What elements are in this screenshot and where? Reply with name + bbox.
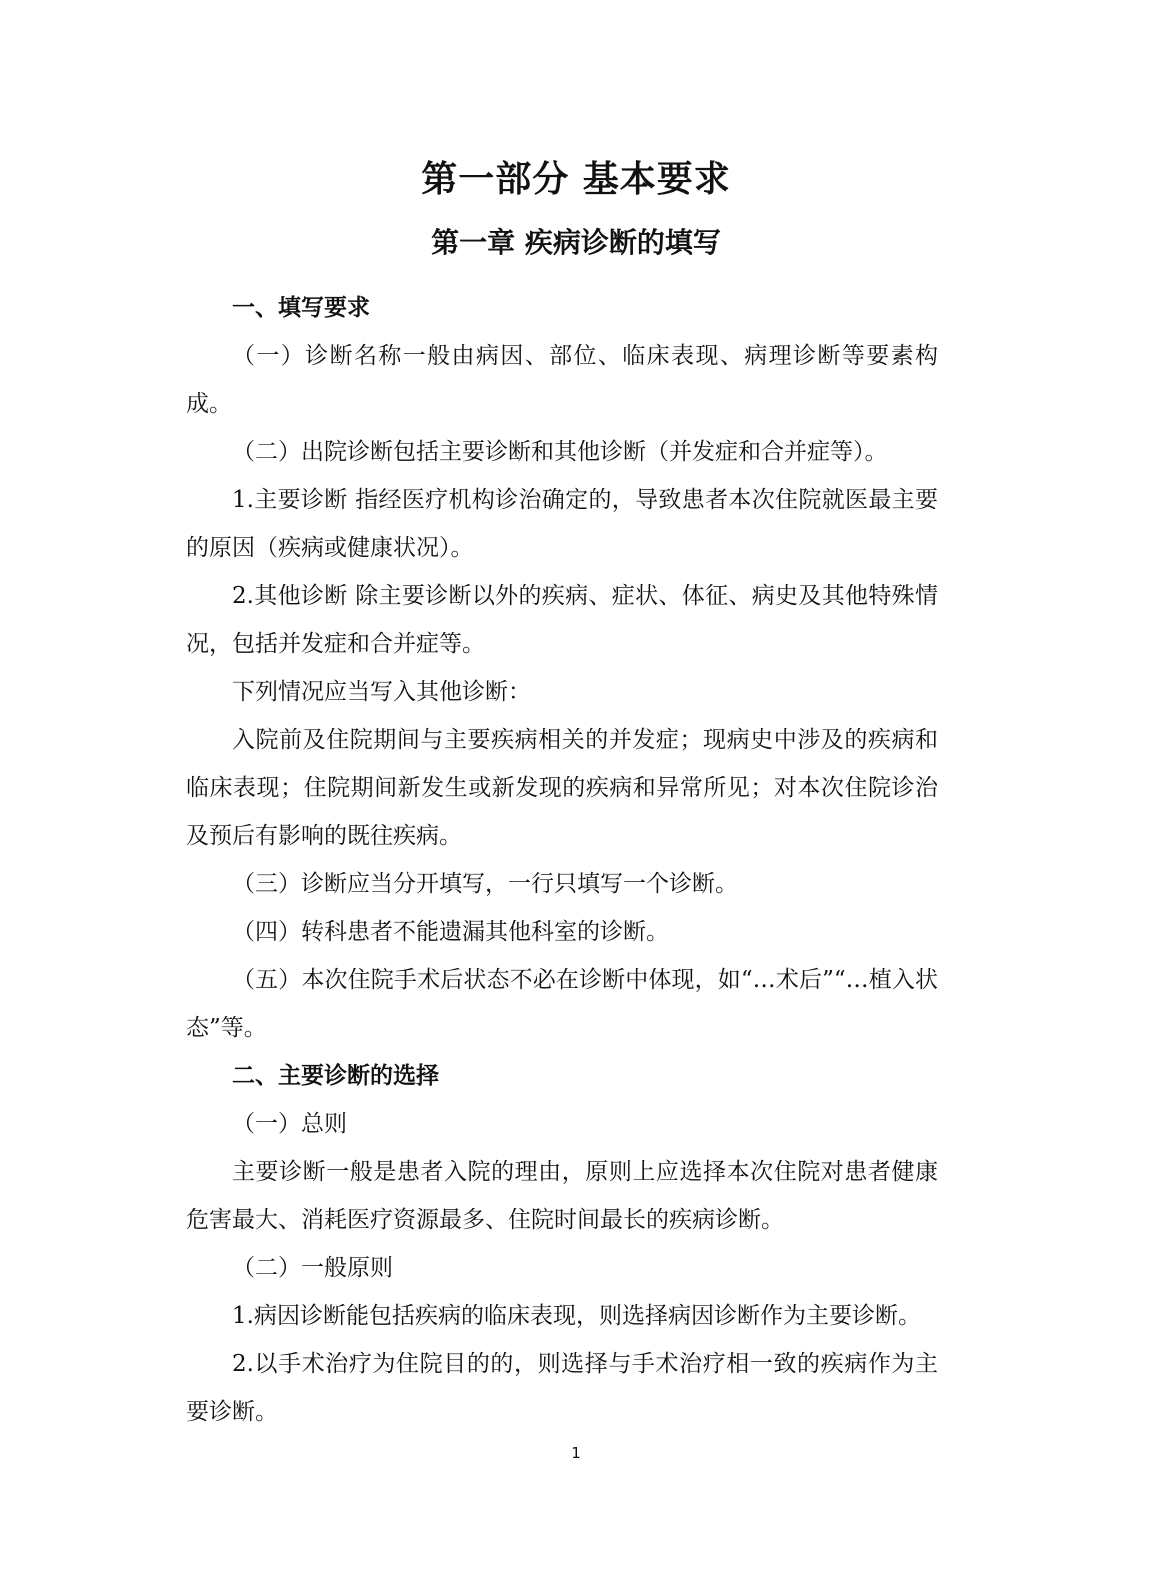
part-title: 第一部分 基本要求 bbox=[421, 159, 731, 200]
document-body bbox=[186, 284, 938, 1436]
paragraph: （二）出院诊断包括主要诊断和其他诊断（并发症和合并症等）。 bbox=[232, 439, 888, 465]
paragraph: （二）一般原则 bbox=[232, 1255, 393, 1281]
paragraph: 2.其他诊断 除主要诊断以外的疾病、症状、体征、病史及其他特殊情况，包括并发症和合并症等。 bbox=[186, 583, 938, 657]
paragraph: （一）总则 bbox=[232, 1111, 347, 1137]
paragraph: （五）本次住院手术后状态不必在诊断中体现，如“…术后”“…植入状态”等。 bbox=[186, 967, 938, 1041]
paragraph: 下列情况应当写入其他诊断： bbox=[232, 679, 531, 705]
paragraph: 2.以手术治疗为住院目的的，则选择与手术治疗相一致的疾病作为主要诊断。 bbox=[186, 1351, 938, 1425]
paragraph: （一）诊断名称一般由病因、部位、临床表现、病理诊断等要素构成。 bbox=[186, 343, 938, 417]
paragraph: 入院前及住院期间与主要疾病相关的并发症；现病史中涉及的疾病和临床表现；住院期间新发生或新发现的疾病和异常所见；对本次住院诊治及预后有影响的既往疾病。 bbox=[186, 727, 938, 849]
page-number: 1 bbox=[571, 1444, 581, 1462]
section-heading-fill-requirements: 一、填写要求 bbox=[232, 295, 370, 321]
paragraph: （四）转科患者不能遗漏其他科室的诊断。 bbox=[232, 919, 669, 945]
paragraph: 1.主要诊断 指经医疗机构诊治确定的，导致患者本次住院就医最主要的原因（疾病或健康状况）。 bbox=[186, 487, 938, 561]
paragraph: （三）诊断应当分开填写，一行只填写一个诊断。 bbox=[232, 871, 738, 897]
section-heading-main-diagnosis: 二、主要诊断的选择 bbox=[232, 1063, 439, 1089]
paragraph: 主要诊断一般是患者入院的理由，原则上应选择本次住院对患者健康危害最大、消耗医疗资源最多、住院时间最长的疾病诊断。 bbox=[186, 1159, 938, 1233]
chapter-title: 第一章 疾病诊断的填写 bbox=[431, 226, 721, 259]
paragraph: 1.病因诊断能包括疾病的临床表现，则选择病因诊断作为主要诊断。 bbox=[232, 1303, 921, 1329]
